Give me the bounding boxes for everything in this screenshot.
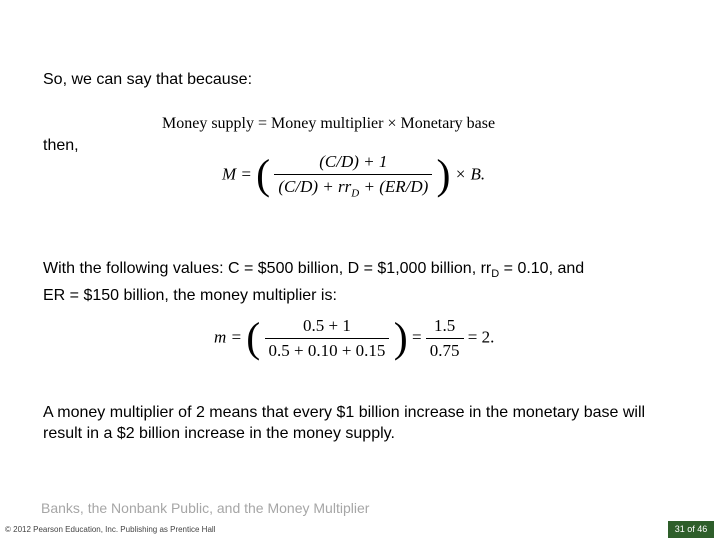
formula1-denominator-sub: D [351,187,360,200]
page-number-badge: 31 of 46 [668,521,714,538]
formula2-numerator: 0.5 + 1 [303,316,351,335]
formula2-open-paren: ( [246,315,261,362]
formula2-close-paren: ) [393,315,408,362]
formula2-eq: = [411,327,422,347]
given-values-text [43,258,683,306]
intro-text: So, we can say that because: [43,71,253,88]
values-line1-post: = 0.10, and [499,260,585,277]
formula2-denominator: 0.5 + 0.10 + 0.15 [265,338,390,361]
money-supply-equation: Money supply = Money multiplier × Monetary base [162,115,496,132]
formula1-tail: × B. [454,164,486,184]
formula1-denominator [274,174,432,199]
formula1-numerator: (C/D) + 1 [319,152,388,171]
formula1-denominator-head: (C/D) + rr [278,177,352,196]
values-line1-pre: With the following values: C = $500 billion, D = $1,000 billion, rr [43,260,492,277]
formula2-numerator2: 1.5 [434,316,456,335]
formula1-denominator-tail: + (ER/D) [359,177,429,196]
formula1-open-paren: ( [256,152,271,199]
formula2-lhs: m = [214,327,242,347]
then-text: then, [43,137,79,154]
formula1-lhs: M = [222,164,252,184]
footer-title: Banks, the Nonbank Public, and the Money Multiplier [41,500,370,516]
formula1-fraction [274,152,432,199]
values-line1-sub: D [491,268,500,281]
formula1-close-paren: ) [436,152,451,199]
multiplier-calculation [214,316,494,361]
conclusion-text: A money multiplier of 2 means that every $1 billion increase in the monetary base will result in a $2 billion increase in the money supply. [43,404,646,442]
values-line2: ER = $150 billion, the money multiplier is: [43,287,337,305]
formula2-result: = 2. [467,327,495,347]
formula2-fraction2 [426,316,464,361]
money-multiplier-formula [222,152,485,199]
formula2-denominator2: 0.75 [426,338,464,361]
copyright-text: © 2012 Pearson Education, Inc. Publishing as Prentice Hall [5,525,216,534]
formula2-fraction [265,316,390,361]
